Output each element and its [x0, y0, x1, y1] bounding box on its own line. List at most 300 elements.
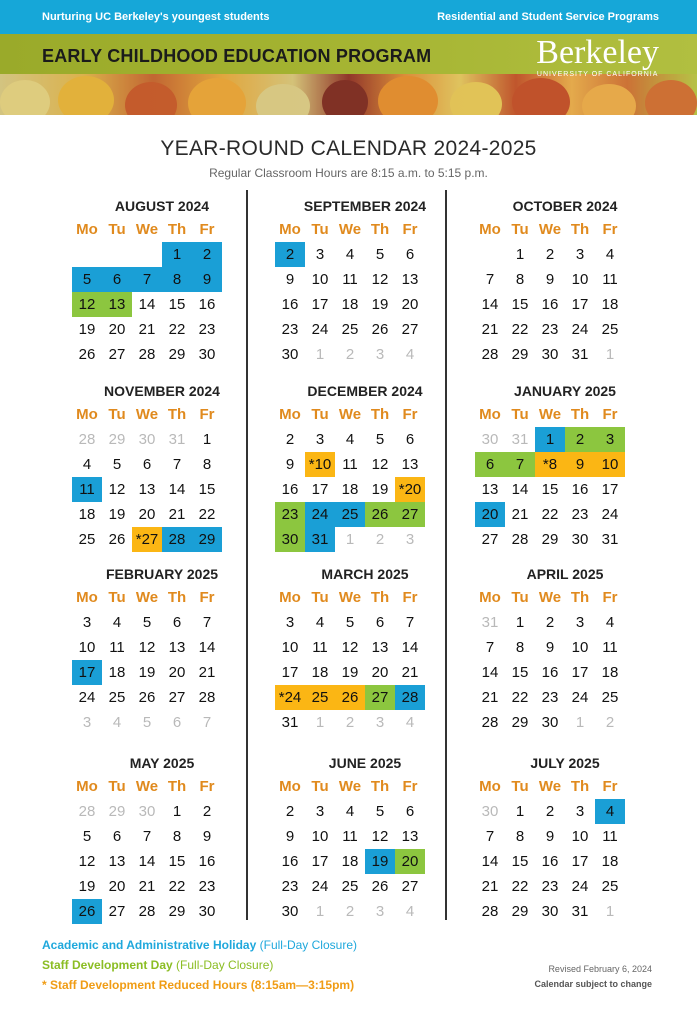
day-cell: 26 [371, 321, 389, 338]
week-row [72, 635, 252, 660]
weekday-label: We [538, 221, 562, 238]
day-cell: 31 [481, 614, 499, 631]
page-title: YEAR-ROUND CALENDAR 2024-2025 [160, 137, 537, 160]
week-row [275, 317, 455, 342]
day-cell: 6 [112, 828, 122, 845]
week-row [275, 685, 455, 710]
day-cell: 13 [371, 639, 389, 656]
day-cell: 1 [605, 903, 615, 920]
day-cell: 31 [281, 714, 299, 731]
week-row [275, 477, 455, 502]
week-row [72, 610, 252, 635]
day-cell: 1 [315, 903, 325, 920]
day-cell: *24 [275, 685, 305, 710]
weekday-label: We [338, 778, 362, 795]
week-row [275, 342, 455, 367]
day-cell: 28 [162, 527, 192, 552]
fruit-icon [378, 76, 438, 115]
day-cell: 25 [78, 531, 96, 548]
day-cell: 17 [571, 664, 589, 681]
day-cell: 13 [401, 271, 419, 288]
day-cell: 25 [601, 689, 619, 706]
week-row [475, 899, 655, 924]
week-row [72, 899, 252, 924]
week-row [475, 824, 655, 849]
day-cell: 10 [281, 639, 299, 656]
day-cell: 14 [481, 296, 499, 313]
day-cell: 22 [511, 321, 529, 338]
month-october-2024 [475, 195, 655, 367]
day-cell: 2 [375, 531, 385, 548]
day-cell: 24 [571, 689, 589, 706]
day-cell: 16 [198, 853, 216, 870]
day-cell: 11 [342, 828, 358, 845]
weekday-label: Fr [402, 221, 418, 238]
day-cell: 23 [281, 878, 299, 895]
week-row [275, 242, 455, 267]
day-cell: 6 [375, 614, 385, 631]
day-cell: 18 [341, 481, 359, 498]
week-row [72, 799, 252, 824]
day-cell: 12 [371, 271, 389, 288]
day-cell: 22 [511, 878, 529, 895]
week-row [275, 292, 455, 317]
day-cell: 23 [541, 321, 559, 338]
day-cell: 18 [601, 296, 619, 313]
week-row [275, 502, 455, 527]
day-cell: 3 [82, 614, 92, 631]
day-cell: 10 [78, 639, 96, 656]
day-cell: 9 [545, 271, 555, 288]
day-cell: 13 [401, 828, 419, 845]
weekday-header-row [72, 402, 252, 427]
day-cell: 20 [168, 664, 186, 681]
day-cell: 23 [541, 689, 559, 706]
day-cell: 15 [511, 853, 529, 870]
week-row [475, 477, 655, 502]
month-name: SEPTEMBER 2024 [303, 198, 427, 214]
day-cell: 19 [78, 321, 96, 338]
day-cell: 27 [401, 878, 419, 895]
day-cell: *8 [535, 452, 565, 477]
day-cell: 20 [395, 849, 425, 874]
week-row [72, 292, 252, 317]
weekday-label: Tu [311, 406, 329, 423]
day-cell: 10 [311, 828, 329, 845]
week-row [275, 660, 455, 685]
day-cell: 2 [605, 714, 615, 731]
day-cell: 24 [601, 506, 619, 523]
day-cell: 20 [371, 664, 389, 681]
day-cell: 28 [198, 689, 216, 706]
day-cell: 31 [601, 531, 619, 548]
week-row [72, 242, 252, 267]
weekday-label: We [538, 589, 562, 606]
day-cell: 30 [481, 803, 499, 820]
day-cell: 30 [571, 531, 589, 548]
program-banner [0, 34, 697, 115]
weekday-label: We [338, 589, 362, 606]
month-name: NOVEMBER 2024 [104, 383, 220, 399]
day-cell: 25 [341, 321, 359, 338]
day-cell: 30 [281, 903, 299, 920]
revised-date: Revised February 6, 2024 [548, 964, 652, 974]
day-cell: 11 [342, 456, 358, 473]
day-cell: 2 [192, 242, 222, 267]
day-cell: 30 [541, 903, 559, 920]
day-cell: 28 [395, 685, 425, 710]
fruit-icon [125, 82, 177, 115]
weekday-label: Tu [108, 589, 126, 606]
day-cell: 30 [541, 714, 559, 731]
day-cell: 13 [108, 853, 126, 870]
day-cell: 24 [78, 689, 96, 706]
day-cell [102, 242, 132, 267]
day-cell: 14 [138, 296, 156, 313]
day-cell: 23 [571, 506, 589, 523]
legend [42, 935, 357, 995]
day-cell: 8 [515, 271, 525, 288]
day-cell: 14 [481, 853, 499, 870]
month-name: JANUARY 2025 [514, 383, 616, 399]
weekday-label: We [135, 406, 159, 423]
day-cell: 30 [281, 346, 299, 363]
weekday-label: Mo [279, 406, 301, 423]
logo-subtitle: UNIVERSITY OF CALIFORNIA [536, 71, 659, 78]
revision-info [534, 962, 652, 992]
day-cell: 21 [198, 664, 216, 681]
weekday-label: Mo [76, 406, 98, 423]
day-cell: 2 [285, 803, 295, 820]
day-cell: 25 [305, 685, 335, 710]
day-cell: 16 [281, 481, 299, 498]
weekday-label: Tu [108, 778, 126, 795]
week-row [275, 710, 455, 735]
day-cell: 1 [315, 346, 325, 363]
weekday-label: We [135, 778, 159, 795]
month-name: DECEMBER 2024 [307, 383, 423, 399]
day-cell: 11 [602, 828, 618, 845]
day-cell: 11 [72, 477, 102, 502]
weekday-label: Mo [279, 778, 301, 795]
day-cell: 16 [571, 481, 589, 498]
weekday-label: Fr [402, 406, 418, 423]
weekday-label: Fr [402, 778, 418, 795]
day-cell: 22 [168, 878, 186, 895]
day-cell: 29 [168, 903, 186, 920]
day-cell: 4 [112, 614, 122, 631]
day-cell: 25 [108, 689, 126, 706]
month-name: FEBRUARY 2025 [105, 566, 219, 582]
weekday-label: Tu [511, 221, 529, 238]
change-notice: Calendar subject to change [534, 979, 652, 989]
week-row [275, 899, 455, 924]
day-cell: 23 [198, 321, 216, 338]
day-cell: 7 [485, 271, 495, 288]
day-cell [72, 242, 102, 267]
weekday-label: Mo [479, 221, 501, 238]
day-cell: 9 [565, 452, 595, 477]
weekday-label: Th [570, 778, 590, 795]
day-cell: 4 [605, 614, 615, 631]
day-cell: 12 [371, 828, 389, 845]
day-cell: 5 [345, 614, 355, 631]
week-row [72, 527, 252, 552]
day-cell: 27 [108, 903, 126, 920]
day-cell: 8 [515, 828, 525, 845]
day-cell: 29 [511, 903, 529, 920]
day-cell: 13 [102, 292, 132, 317]
day-cell: 31 [511, 431, 529, 448]
day-cell: 7 [505, 452, 535, 477]
fruit-icon [0, 80, 50, 115]
day-cell: 29 [541, 531, 559, 548]
day-cell: 5 [375, 803, 385, 820]
day-cell: 28 [511, 531, 529, 548]
weekday-label: Mo [479, 589, 501, 606]
day-cell: 12 [341, 639, 359, 656]
week-row [72, 342, 252, 367]
weekday-label: Mo [479, 778, 501, 795]
day-cell: 29 [168, 346, 186, 363]
day-cell: 18 [78, 506, 96, 523]
day-cell: 12 [138, 639, 156, 656]
week-row [475, 502, 655, 527]
weekday-label: Fr [602, 589, 618, 606]
day-cell: 6 [475, 452, 505, 477]
day-cell: 3 [315, 431, 325, 448]
day-cell: 7 [202, 614, 212, 631]
day-cell: 21 [481, 689, 499, 706]
day-cell: 2 [345, 714, 355, 731]
day-cell: 4 [112, 714, 122, 731]
day-cell: 27 [401, 321, 419, 338]
day-cell: 26 [335, 685, 365, 710]
day-cell: 8 [162, 267, 192, 292]
day-cell: 2 [285, 431, 295, 448]
day-cell: 28 [78, 803, 96, 820]
day-cell: 7 [485, 639, 495, 656]
day-cell: 19 [371, 296, 389, 313]
weekday-label: Th [570, 589, 590, 606]
legend-staff-development [42, 955, 357, 975]
day-cell: 30 [481, 431, 499, 448]
weekday-label: Fr [199, 778, 215, 795]
day-cell: 1 [515, 246, 525, 263]
day-cell: 29 [192, 527, 222, 552]
weekday-label: Fr [602, 221, 618, 238]
weekday-label: Th [370, 778, 390, 795]
day-cell: 26 [371, 878, 389, 895]
day-cell: 5 [375, 246, 385, 263]
day-cell: 25 [335, 502, 365, 527]
month-may-2025 [72, 752, 252, 924]
day-cell: 20 [108, 321, 126, 338]
day-cell: 3 [575, 614, 585, 631]
week-row [72, 685, 252, 710]
day-cell: 22 [541, 506, 559, 523]
weekday-label: Tu [511, 778, 529, 795]
day-cell: 21 [168, 506, 186, 523]
day-cell: 17 [281, 664, 299, 681]
weekday-label: Mo [76, 778, 98, 795]
month-march-2025 [275, 563, 455, 735]
day-cell: 11 [312, 639, 328, 656]
day-cell: 25 [341, 878, 359, 895]
day-cell: 20 [108, 878, 126, 895]
week-row [275, 874, 455, 899]
day-cell: 23 [281, 321, 299, 338]
day-cell: 1 [172, 803, 182, 820]
month-june-2025 [275, 752, 455, 924]
weekday-header-row [475, 217, 655, 242]
day-cell: 19 [341, 664, 359, 681]
weekday-label: Mo [479, 406, 501, 423]
day-cell: 2 [545, 246, 555, 263]
day-cell: 4 [345, 431, 355, 448]
month-february-2025 [72, 563, 252, 735]
day-cell: 2 [345, 903, 355, 920]
day-cell: 14 [481, 664, 499, 681]
day-cell: 13 [168, 639, 186, 656]
day-cell: 7 [485, 828, 495, 845]
month-name: MAY 2025 [129, 755, 195, 771]
day-cell: *20 [395, 477, 425, 502]
week-row [475, 292, 655, 317]
day-cell: 15 [198, 481, 216, 498]
day-cell: 28 [481, 903, 499, 920]
day-cell: 5 [375, 431, 385, 448]
day-cell: 18 [601, 664, 619, 681]
day-cell: 26 [72, 899, 102, 924]
week-row [475, 874, 655, 899]
day-cell: 26 [108, 531, 126, 548]
legend-academic-holiday [42, 935, 357, 955]
day-cell: 26 [78, 346, 96, 363]
day-cell: 1 [575, 714, 585, 731]
day-cell: 5 [142, 614, 152, 631]
day-cell: 9 [192, 267, 222, 292]
weekday-label: Tu [511, 406, 529, 423]
day-cell: 5 [82, 828, 92, 845]
fruit-icon [58, 76, 114, 115]
week-row [72, 427, 252, 452]
day-cell: 4 [82, 456, 92, 473]
day-cell: 21 [481, 878, 499, 895]
day-cell: 26 [365, 502, 395, 527]
day-cell: 17 [72, 660, 102, 685]
day-cell: 8 [515, 639, 525, 656]
day-cell: 30 [198, 903, 216, 920]
day-cell: 28 [138, 346, 156, 363]
day-cell: 4 [315, 614, 325, 631]
day-cell: 2 [545, 803, 555, 820]
day-cell: 4 [345, 246, 355, 263]
weekday-label: Tu [311, 589, 329, 606]
month-august-2024 [72, 195, 252, 367]
day-cell: 13 [401, 456, 419, 473]
day-cell: 15 [511, 296, 529, 313]
day-cell: 19 [108, 506, 126, 523]
day-cell: 1 [515, 614, 525, 631]
weekday-label: Fr [602, 406, 618, 423]
day-cell: 1 [345, 531, 355, 548]
day-cell: 9 [545, 828, 555, 845]
day-cell: 6 [405, 431, 415, 448]
day-cell: 12 [72, 292, 102, 317]
fruit-icon [256, 84, 310, 115]
day-cell: 8 [202, 456, 212, 473]
day-cell: 19 [371, 481, 389, 498]
week-row [72, 710, 252, 735]
day-cell: 22 [511, 689, 529, 706]
day-cell: 16 [541, 296, 559, 313]
tagline: Nurturing UC Berkeley's youngest students [42, 11, 270, 23]
department-name: Residential and Student Service Programs [437, 11, 659, 23]
week-row [475, 635, 655, 660]
weekday-label: Fr [199, 221, 215, 238]
day-cell: 12 [371, 456, 389, 473]
weekday-label: Th [167, 778, 187, 795]
weekday-label: We [338, 406, 362, 423]
day-cell: 2 [565, 427, 595, 452]
day-cell: 5 [112, 456, 122, 473]
day-cell: 1 [605, 346, 615, 363]
day-cell: 9 [202, 828, 212, 845]
day-cell: 19 [78, 878, 96, 895]
weekday-header-row [275, 402, 455, 427]
day-cell: 6 [102, 267, 132, 292]
day-cell: 9 [285, 828, 295, 845]
week-row [72, 477, 252, 502]
day-cell: 16 [541, 664, 559, 681]
weekday-label: Th [570, 221, 590, 238]
fruit-photo-strip [0, 74, 697, 115]
weekday-label: Tu [311, 221, 329, 238]
week-row [475, 427, 655, 452]
weekday-label: Th [370, 221, 390, 238]
day-cell: 2 [545, 614, 555, 631]
month-january-2025 [475, 380, 655, 552]
day-cell: 2 [275, 242, 305, 267]
day-cell: 1 [202, 431, 212, 448]
month-name: AUGUST 2024 [114, 198, 210, 214]
week-row [475, 317, 655, 342]
month-name: APRIL 2025 [526, 566, 604, 582]
day-cell: 2 [345, 346, 355, 363]
day-cell: 24 [305, 502, 335, 527]
day-cell: 7 [405, 614, 415, 631]
week-row [475, 267, 655, 292]
day-cell: 16 [541, 853, 559, 870]
day-cell: 10 [311, 271, 329, 288]
week-row [475, 849, 655, 874]
week-row [275, 849, 455, 874]
day-cell: 28 [481, 346, 499, 363]
week-row [72, 874, 252, 899]
day-cell: 29 [108, 431, 126, 448]
weekday-label: We [135, 221, 159, 238]
day-cell: 12 [108, 481, 126, 498]
day-cell: 20 [475, 502, 505, 527]
day-cell: 20 [401, 296, 419, 313]
weekday-label: Mo [279, 221, 301, 238]
week-row [475, 242, 655, 267]
day-cell: 10 [571, 828, 589, 845]
month-name: MARCH 2025 [321, 566, 409, 582]
day-cell [132, 242, 162, 267]
day-cell: 17 [311, 853, 329, 870]
